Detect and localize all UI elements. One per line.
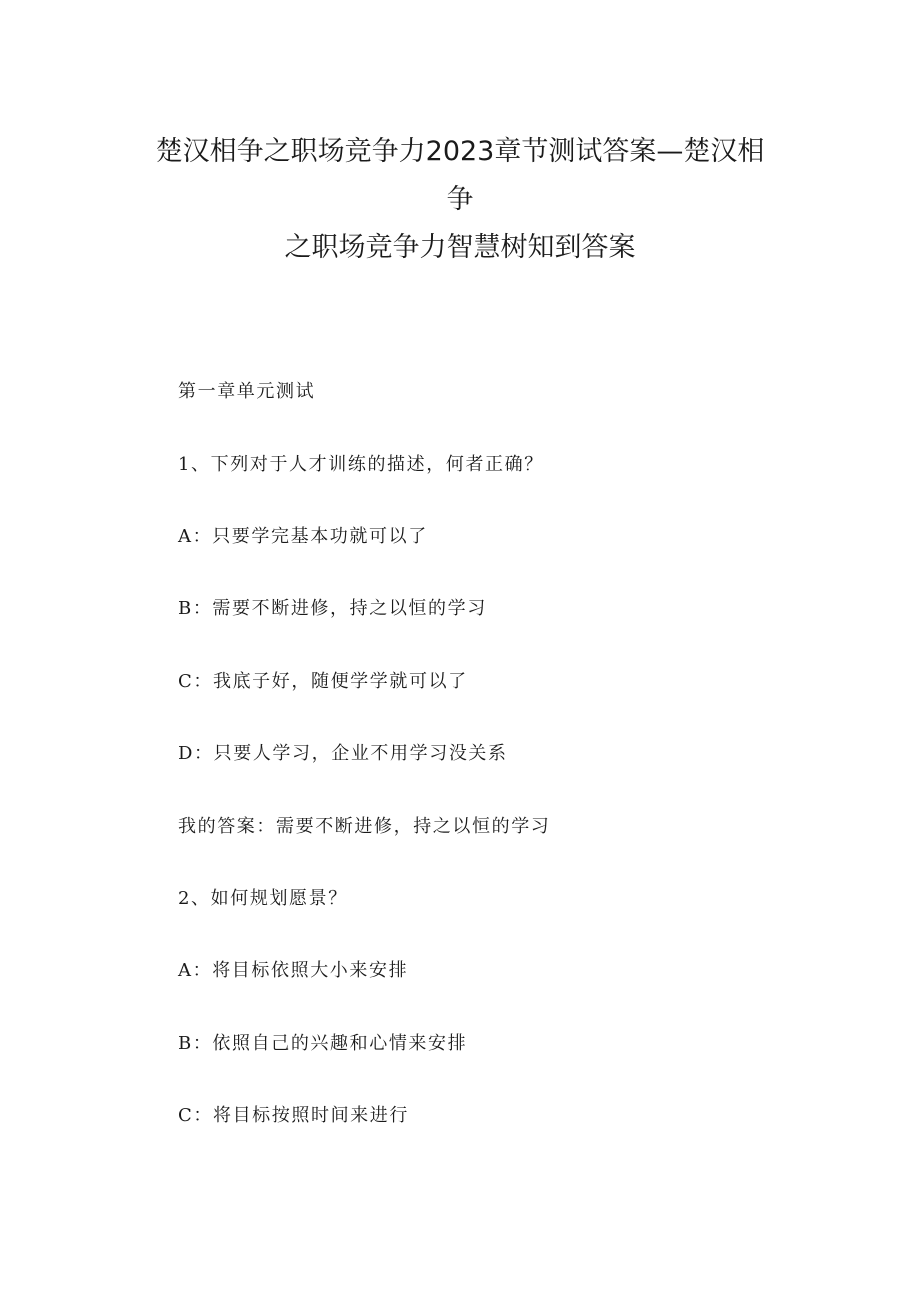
title-line-1: 楚汉相争之职场竞争力2023章节测试答案—楚汉相 [155, 136, 765, 167]
document-title [140, 128, 780, 272]
title-line-2: 争 [446, 184, 474, 215]
question-1-my-answer: 我的答案：需要不断进修，持之以恒的学习 [178, 816, 551, 837]
question-1-option-d: D：只要人学习，企业不用学习没关系 [178, 743, 508, 764]
question-2-prompt: 2、如何规划愿景？ [178, 888, 348, 909]
question-2-option-a: A：将目标依照大小来安排 [178, 960, 409, 981]
question-2-option-c: C：将目标按照时间来进行 [178, 1105, 409, 1126]
question-1-option-a: A：只要学完基本功就可以了 [178, 526, 428, 547]
question-1-prompt: 1、下列对于人才训练的描述，何者正确？ [178, 454, 544, 475]
question-2-option-b: B：依照自己的兴趣和心情来安排 [178, 1033, 468, 1054]
title-line-3: 之职场竞争力智慧树知到答案 [284, 232, 636, 263]
question-1-option-b: B：需要不断进修，持之以恒的学习 [178, 598, 487, 619]
chapter-heading: 第一章单元测试 [178, 381, 316, 402]
question-1-option-c: C：我底子好，随便学学就可以了 [178, 671, 468, 692]
